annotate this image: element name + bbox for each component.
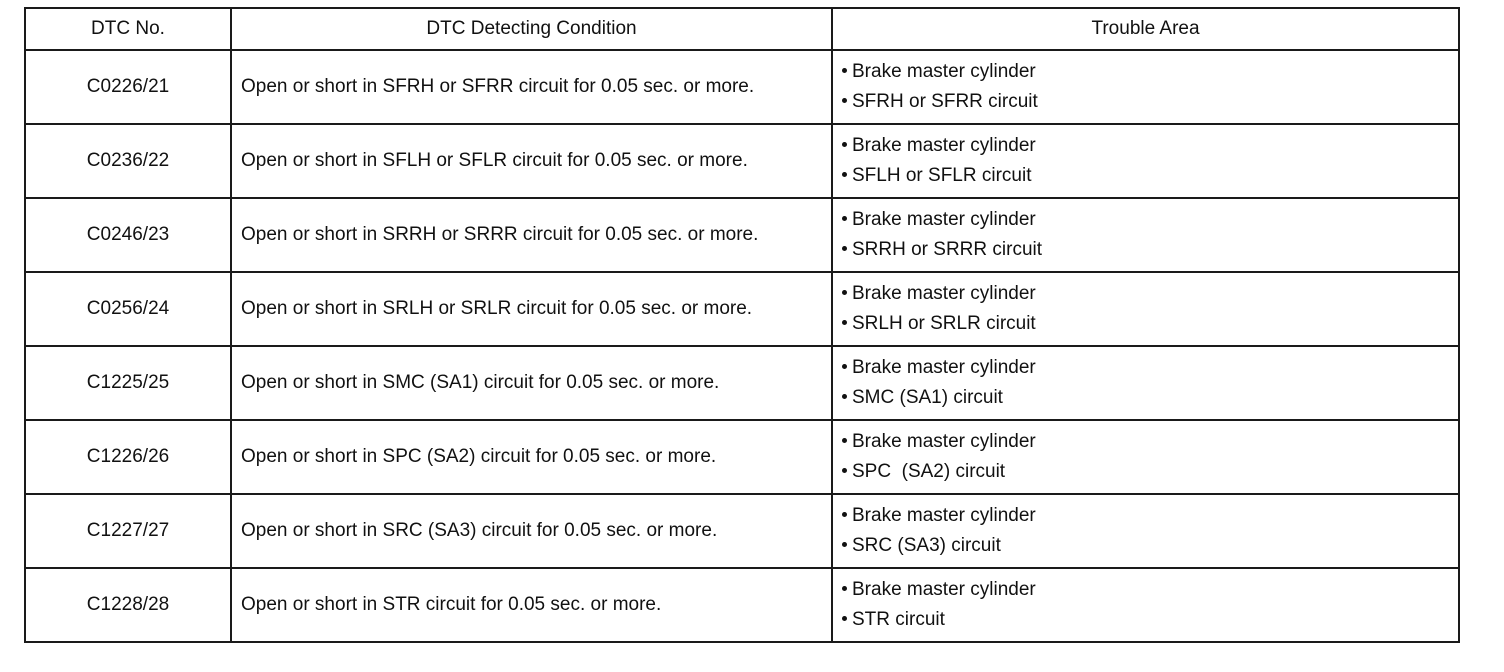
dtc-code: C1226/26 bbox=[25, 420, 231, 494]
table-row bbox=[25, 50, 1459, 124]
trouble-area-item bbox=[842, 57, 1458, 87]
table-header bbox=[25, 8, 1459, 50]
trouble-area-item bbox=[842, 87, 1458, 117]
trouble-area-item bbox=[842, 605, 1458, 635]
bullet-icon bbox=[842, 142, 847, 147]
trouble-area-item bbox=[842, 383, 1458, 413]
dtc-code: C1227/27 bbox=[25, 494, 231, 568]
dtc-code: C0226/21 bbox=[25, 50, 231, 124]
trouble-area-text: SFLH or SFLR circuit bbox=[852, 165, 1032, 186]
dtc-table bbox=[24, 7, 1460, 643]
trouble-area-item bbox=[842, 531, 1458, 561]
detecting-condition: Open or short in STR circuit for 0.05 sec. or more. bbox=[231, 568, 832, 642]
trouble-area-item bbox=[842, 353, 1458, 383]
trouble-area-item bbox=[842, 501, 1458, 531]
detecting-condition: Open or short in SPC (SA2) circuit for 0.05 sec. or more. bbox=[231, 420, 832, 494]
dtc-code: C0246/23 bbox=[25, 198, 231, 272]
table-row bbox=[25, 420, 1459, 494]
bullet-icon bbox=[842, 246, 847, 251]
bullet-icon bbox=[842, 98, 847, 103]
table-row bbox=[25, 346, 1459, 420]
trouble-area-text: SRRH or SRRR circuit bbox=[852, 239, 1043, 260]
table-row bbox=[25, 494, 1459, 568]
trouble-area bbox=[832, 124, 1459, 198]
header-detecting-condition: DTC Detecting Condition bbox=[231, 8, 832, 50]
bullet-icon bbox=[842, 438, 847, 443]
dtc-code: C1228/28 bbox=[25, 568, 231, 642]
dtc-code: C0256/24 bbox=[25, 272, 231, 346]
trouble-area-text: Brake master cylinder bbox=[852, 579, 1036, 600]
trouble-area-text: Brake master cylinder bbox=[852, 357, 1036, 378]
bullet-icon bbox=[842, 586, 847, 591]
table-row bbox=[25, 272, 1459, 346]
trouble-area-item bbox=[842, 575, 1458, 605]
trouble-area bbox=[832, 272, 1459, 346]
trouble-area-text: SRC (SA3) circuit bbox=[852, 535, 1001, 556]
trouble-area-text: SMC (SA1) circuit bbox=[852, 387, 1003, 408]
trouble-area bbox=[832, 568, 1459, 642]
trouble-area-item bbox=[842, 279, 1458, 309]
dtc-code: C0236/22 bbox=[25, 124, 231, 198]
bullet-icon bbox=[842, 290, 847, 295]
dtc-code: C1225/25 bbox=[25, 346, 231, 420]
trouble-area bbox=[832, 346, 1459, 420]
trouble-area-text: Brake master cylinder bbox=[852, 209, 1036, 230]
detecting-condition: Open or short in SMC (SA1) circuit for 0.05 sec. or more. bbox=[231, 346, 832, 420]
bullet-icon bbox=[842, 320, 847, 325]
trouble-area-text: Brake master cylinder bbox=[852, 61, 1036, 82]
trouble-area-item bbox=[842, 235, 1458, 265]
detecting-condition: Open or short in SFLH or SFLR circuit for 0.05 sec. or more. bbox=[231, 124, 832, 198]
table-row bbox=[25, 124, 1459, 198]
header-dtc-no: DTC No. bbox=[25, 8, 231, 50]
bullet-icon bbox=[842, 364, 847, 369]
header-trouble-area: Trouble Area bbox=[832, 8, 1459, 50]
detecting-condition: Open or short in SRC (SA3) circuit for 0.05 sec. or more. bbox=[231, 494, 832, 568]
trouble-area bbox=[832, 420, 1459, 494]
table-row bbox=[25, 198, 1459, 272]
trouble-area bbox=[832, 198, 1459, 272]
bullet-icon bbox=[842, 394, 847, 399]
trouble-area-text: Brake master cylinder bbox=[852, 431, 1036, 452]
table-row bbox=[25, 568, 1459, 642]
detecting-condition: Open or short in SFRH or SFRR circuit for 0.05 sec. or more. bbox=[231, 50, 832, 124]
bullet-icon bbox=[842, 68, 847, 73]
trouble-area-item bbox=[842, 131, 1458, 161]
dtc-table-container bbox=[24, 7, 1458, 643]
trouble-area-text: Brake master cylinder bbox=[852, 283, 1036, 304]
detecting-condition: Open or short in SRRH or SRRR circuit for 0.05 sec. or more. bbox=[231, 198, 832, 272]
trouble-area bbox=[832, 494, 1459, 568]
trouble-area-item bbox=[842, 309, 1458, 339]
trouble-area-text: SPC (SA2) circuit bbox=[852, 461, 1006, 482]
trouble-area-item bbox=[842, 457, 1458, 487]
trouble-area-item bbox=[842, 161, 1458, 191]
trouble-area-text: SFRH or SFRR circuit bbox=[852, 91, 1038, 112]
header-row bbox=[25, 8, 1459, 50]
bullet-icon bbox=[842, 616, 847, 621]
bullet-icon bbox=[842, 512, 847, 517]
bullet-icon bbox=[842, 542, 847, 547]
bullet-icon bbox=[842, 216, 847, 221]
trouble-area-text: Brake master cylinder bbox=[852, 505, 1036, 526]
trouble-area-item bbox=[842, 427, 1458, 457]
trouble-area-text: STR circuit bbox=[852, 609, 945, 630]
trouble-area-text: SRLH or SRLR circuit bbox=[852, 313, 1036, 334]
trouble-area-item bbox=[842, 205, 1458, 235]
trouble-area-text: Brake master cylinder bbox=[852, 135, 1036, 156]
trouble-area bbox=[832, 50, 1459, 124]
bullet-icon bbox=[842, 172, 847, 177]
bullet-icon bbox=[842, 468, 847, 473]
detecting-condition: Open or short in SRLH or SRLR circuit for 0.05 sec. or more. bbox=[231, 272, 832, 346]
table-body bbox=[25, 50, 1459, 642]
